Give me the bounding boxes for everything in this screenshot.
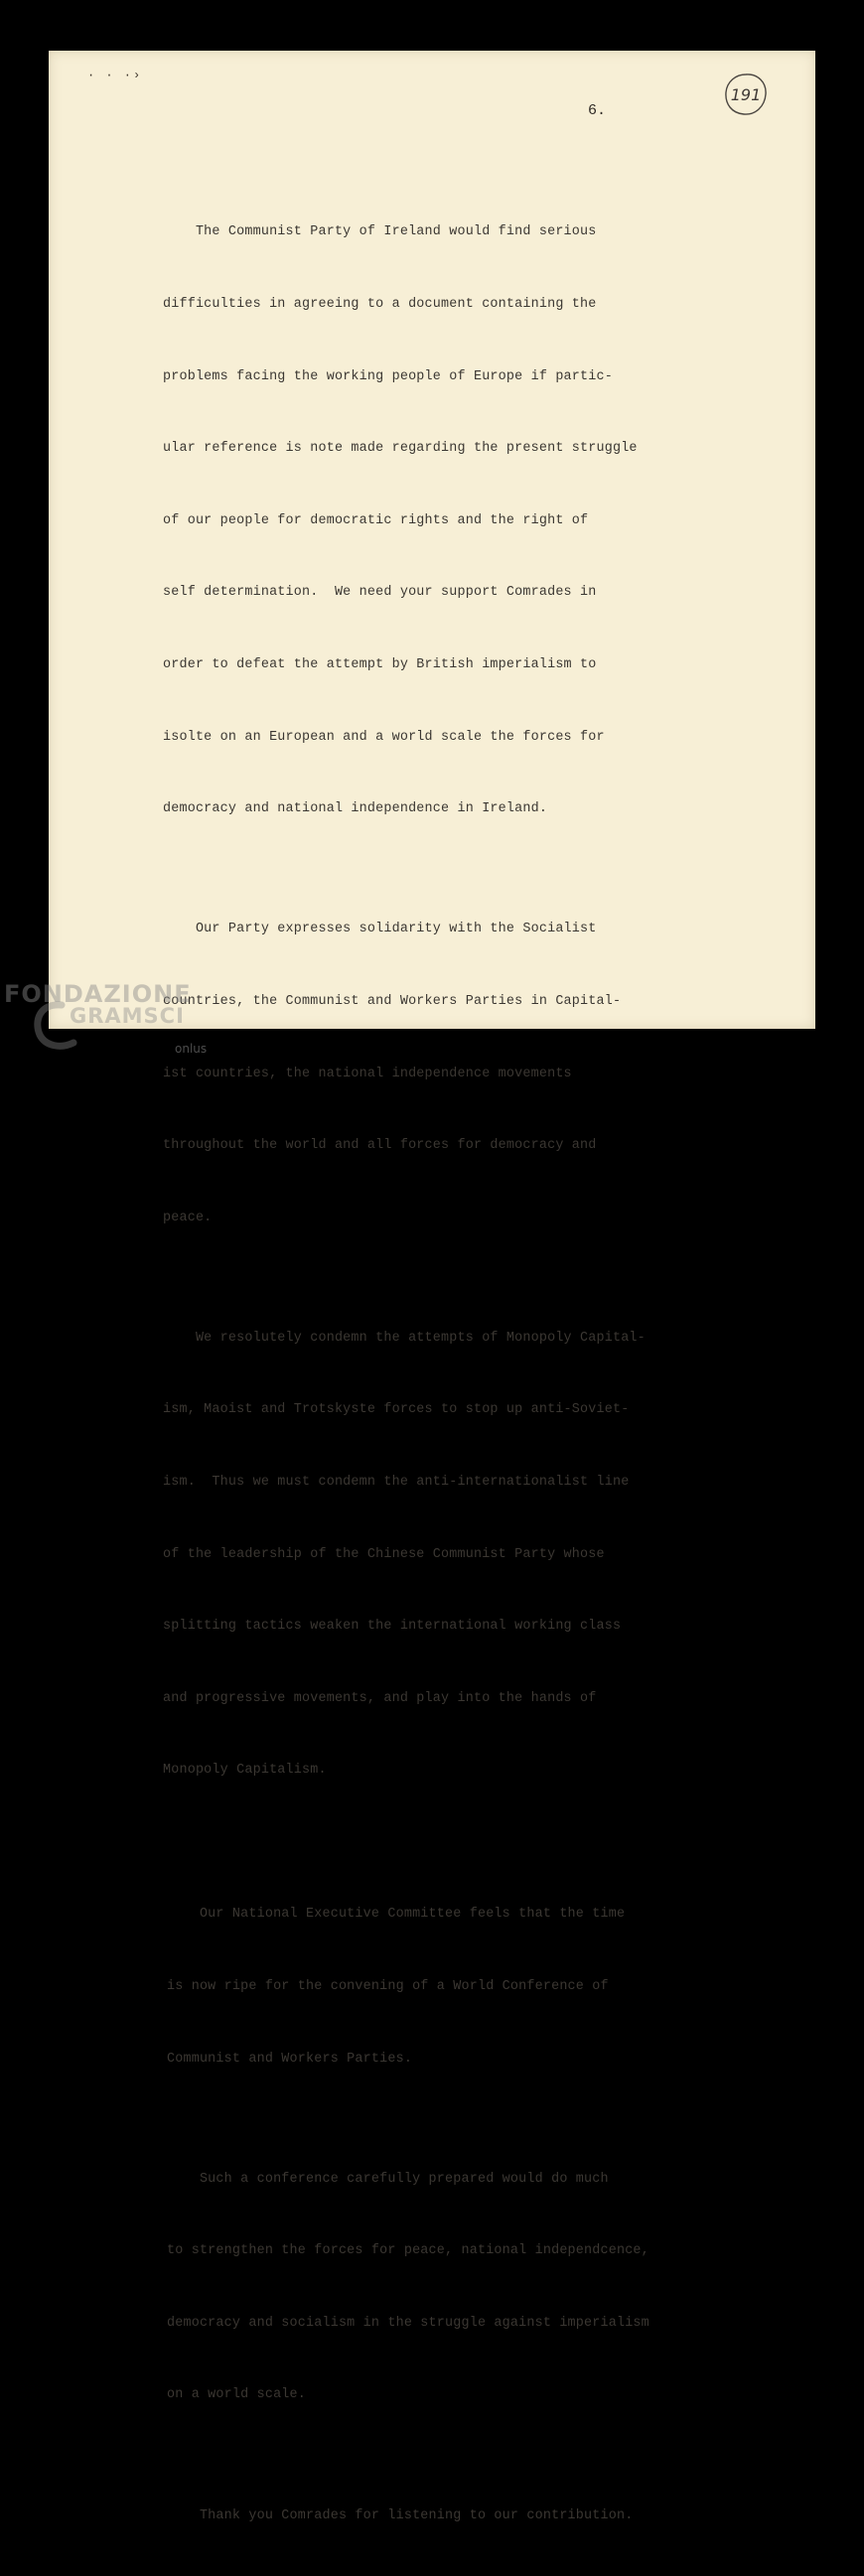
document-body <box>163 173 719 2576</box>
text-line: to strengthen the forces for peace, national independcence, <box>167 2243 649 2259</box>
text-line: throughout the world and all forces for democracy and <box>163 1138 597 1154</box>
page-number: 6. <box>588 102 607 119</box>
text-line: democracy and national independence in Ireland. <box>163 801 548 817</box>
paragraph-6 <box>167 2456 719 2576</box>
watermark-line-2: GRAMSCI <box>70 1004 185 1028</box>
text-line: ism, Maoist and Trotskyste forces to stop up anti-Soviet- <box>163 1402 630 1418</box>
fondazione-gramsci-watermark <box>0 975 218 1073</box>
text-line: Our National Executive Committee feels that the time <box>167 1907 626 1923</box>
text-line: splitting tactics weaken the international working class <box>163 1619 622 1635</box>
text-line: ular reference is note made regarding the present struggle <box>163 441 638 457</box>
text-line: Communist and Workers Parties. <box>167 2051 413 2067</box>
watermark-logo <box>0 975 218 1073</box>
text-line: Such a conference carefully prepared would do much <box>167 2171 609 2187</box>
text-line: Thank you Comrades for listening to our contribution. <box>167 2507 634 2523</box>
text-line: ism. Thus we must condemn the anti-internationalist line <box>163 1474 630 1490</box>
paragraph-4 <box>167 1855 719 2119</box>
text-line: ist countries, the national independence movements <box>163 1066 572 1081</box>
archive-number-text: 191 <box>730 85 762 104</box>
text-line: self determination. We need your support Comrades in <box>163 585 597 601</box>
watermark-line-3: onlus <box>175 1042 208 1056</box>
paragraph-3 <box>163 1278 719 1831</box>
archive-number-stamp <box>723 72 769 117</box>
text-line: Our Party expresses solidarity with the Socialist <box>163 922 597 937</box>
text-line: of our people for democratic rights and the right of <box>163 512 589 528</box>
text-line: Monopoly Capitalism. <box>163 1763 327 1779</box>
text-line: democracy and socialism in the struggle against imperialism <box>167 2315 649 2331</box>
paragraph-1 <box>163 173 719 870</box>
paragraph-gap <box>163 1831 719 1855</box>
text-line: countries, the Communist and Workers Parties in Capital- <box>163 993 622 1009</box>
text-line: and progressive movements, and play into the hands of <box>163 1690 597 1706</box>
corner-marks: · · ·› <box>87 69 143 82</box>
text-line: isolte on an European and a world scale the forces for <box>163 729 605 745</box>
paragraph-2 <box>163 870 719 1278</box>
text-line: on a world scale. <box>167 2387 307 2403</box>
text-line: difficulties in agreeing to a document containing the <box>163 297 597 313</box>
text-line: The Communist Party of Ireland would find serious <box>163 224 597 240</box>
watermark-swoosh <box>38 1005 73 1046</box>
text-line: order to defeat the attempt by British imperialism to <box>163 657 597 673</box>
archive-stamp-svg <box>723 72 769 117</box>
text-line: We resolutely condemn the attempts of Monopoly Capital- <box>163 1330 646 1346</box>
paragraph-5 <box>167 2119 719 2456</box>
text-line: problems facing the working people of Europe if partic- <box>163 368 613 384</box>
text-line: of the leadership of the Chinese Communist Party whose <box>163 1546 605 1562</box>
text-line: is now ripe for the convening of a World Conference of <box>167 1979 609 1995</box>
text-line: peace. <box>163 1210 213 1225</box>
watermark-line-1: FONDAZIONE <box>4 980 192 1008</box>
